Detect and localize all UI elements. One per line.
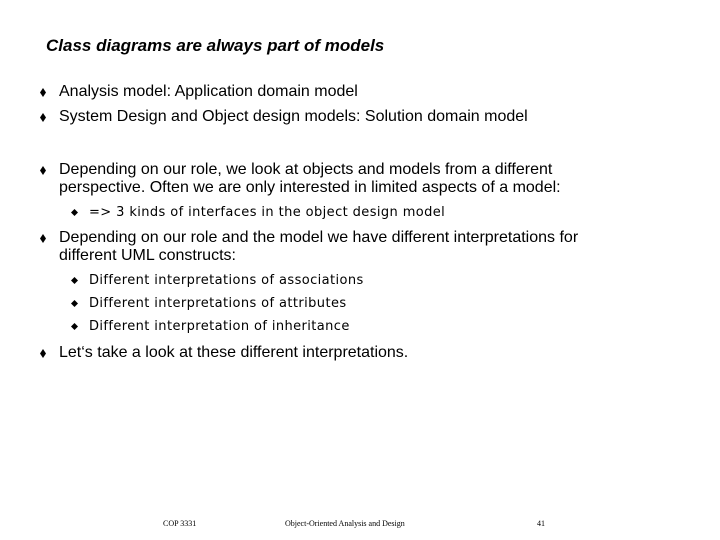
- diamond-bullet-icon: [40, 113, 46, 122]
- bullet-text-line: different UML constructs:: [59, 247, 236, 264]
- footer-page-number: 41: [537, 519, 545, 528]
- footer-course: COP 3331: [163, 519, 197, 528]
- diamond-sub-bullet-icon: [71, 323, 78, 330]
- bullet-text-line: Depending on our role, we look at objects and models from a different: [59, 161, 553, 178]
- diamond-sub-bullet-icon: [71, 209, 78, 216]
- diamond-bullet-icon: [40, 234, 46, 243]
- bullet-text: Let‘s take a look at these different interpretations.: [59, 344, 409, 361]
- slide-title: Class diagrams are always part of models: [46, 36, 385, 55]
- sub-bullet-text: Different interpretations of associations: [89, 273, 364, 288]
- bullet-text-line: Depending on our role and the model we have different interpretations for: [59, 229, 579, 246]
- diamond-sub-bullet-icon: [71, 277, 78, 284]
- footer-subject: Object-Oriented Analysis and Design: [285, 519, 405, 528]
- diamond-bullet-icon: [40, 88, 46, 97]
- diamond-sub-bullet-icon: [71, 300, 78, 307]
- bullet-text: Analysis model: Application domain model: [59, 83, 358, 100]
- sub-bullet-text: Different interpretation of inheritance: [89, 319, 350, 334]
- bullet-text-line: perspective. Often we are only interested in limited aspects of a model:: [59, 179, 561, 196]
- sub-bullet-text: => 3 kinds of interfaces in the object design model: [89, 205, 446, 220]
- diamond-bullet-icon: [40, 166, 46, 175]
- sub-bullet-text: Different interpretations of attributes: [89, 296, 347, 311]
- diamond-bullet-icon: [40, 349, 46, 358]
- bullet-text: System Design and Object design models: Solution domain model: [59, 108, 528, 125]
